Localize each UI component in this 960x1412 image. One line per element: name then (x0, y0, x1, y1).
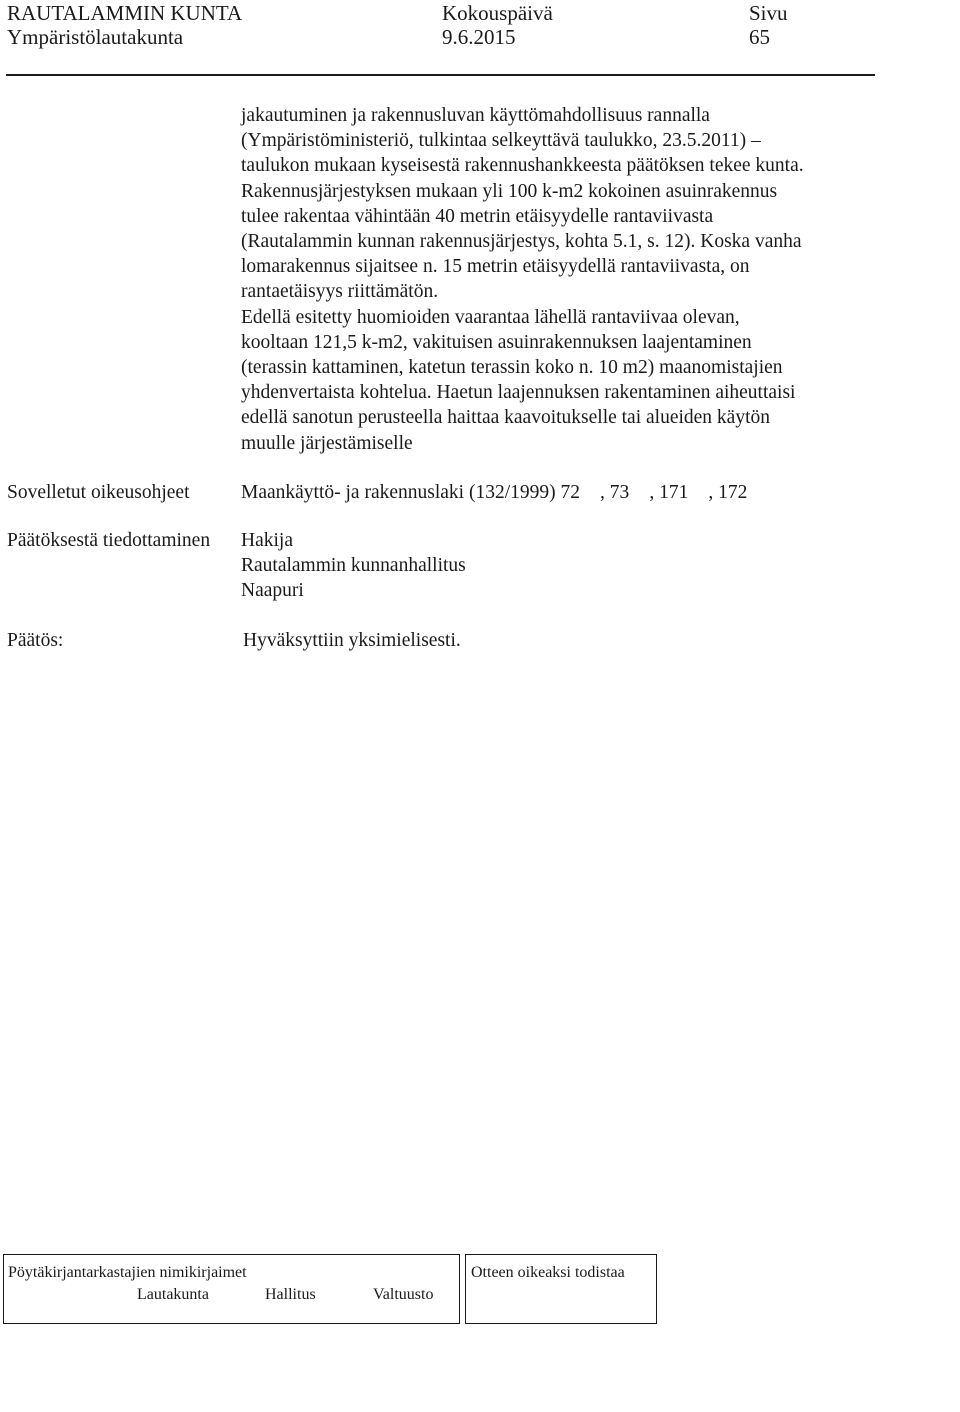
text-line: tulee rakentaa vähintään 40 metrin etäisyydelle rantaviivasta (241, 205, 714, 227)
org-name: RAUTALAMMIN KUNTA (7, 1, 243, 25)
text-line: taulukon mukaan kyseisestä rakennushankkeesta päätöksen tekee kunta. (241, 155, 804, 177)
notify-recipient: Naapuri (241, 580, 304, 601)
text-line: Edellä esitetty huomioiden vaarantaa lähellä rantaviivaa olevan, (241, 306, 740, 328)
text-line: (terassin kattaminen, katetun terassin koko n. 10 m2) maanomistajien (241, 357, 783, 379)
signature-col-council: Valtuusto (373, 1286, 434, 1303)
signature-col-board: Lautakunta (137, 1286, 209, 1303)
page-number: 65 (749, 25, 770, 49)
text-line: rantaetäisyys riittämätön. (241, 281, 439, 303)
notify-recipient: Hakija (241, 530, 293, 551)
decision-value: Hyväksyttiin yksimielisesti. (243, 630, 461, 651)
page-label: Sivu (749, 1, 788, 25)
text-line: lomarakennus sijaitsee n. 15 metrin etäisyydellä rantaviivasta, on (241, 256, 750, 278)
text-line: (Rautalammin kunnan rakennusjärjestys, kohta 5.1, s. 12). Koska vanha (241, 231, 802, 253)
notification-label: Päätöksestä tiedottaminen (7, 530, 211, 551)
text-line: jakautuminen ja rakennusluvan käyttömahdollisuus rannalla (241, 105, 710, 126)
board-name: Ympäristölautakunta (7, 25, 184, 49)
meeting-date-label: Kokouspäivä (442, 1, 553, 25)
text-line: kooltaan 121,5 k-m2, vakituisen asuinrakennuksen laajentaminen (241, 331, 752, 353)
signature-col-government: Hallitus (265, 1286, 316, 1303)
decision-text (241, 103, 881, 456)
certification-label: Otteen oikeaksi todistaa (471, 1264, 625, 1281)
decision-label: Päätös: (7, 630, 64, 651)
text-line: yhdenvertaista kohtelua. Haetun laajennuksen rakentaminen aiheuttaisi (241, 382, 796, 404)
meeting-date: 9.6.2015 (442, 25, 516, 49)
text-line: edellä sanotun perusteella haittaa kaavoitukselle tai alueiden käytön (241, 407, 771, 429)
header-divider (6, 74, 875, 76)
applied-laws-label: Sovelletut oikeusohjeet (7, 482, 190, 503)
notify-recipient: Rautalammin kunnanhallitus (241, 555, 466, 576)
text-line: Rakennusjärjestyksen mukaan yli 100 k-m2 kokoinen asuinrakennus (241, 180, 778, 202)
signatures-title: Pöytäkirjantarkastajien nimikirjaimet (8, 1264, 247, 1281)
text-line: (Ympäristöministeriö, tulkintaa selkeyttävä taulukko, 23.5.2011) – (241, 130, 761, 152)
applied-laws-value: Maankäyttö- ja rakennuslaki (132/1999) 72 , 73 , 171 , 172 (241, 482, 702, 503)
text-line: muulle järjestämiselle (241, 432, 413, 454)
